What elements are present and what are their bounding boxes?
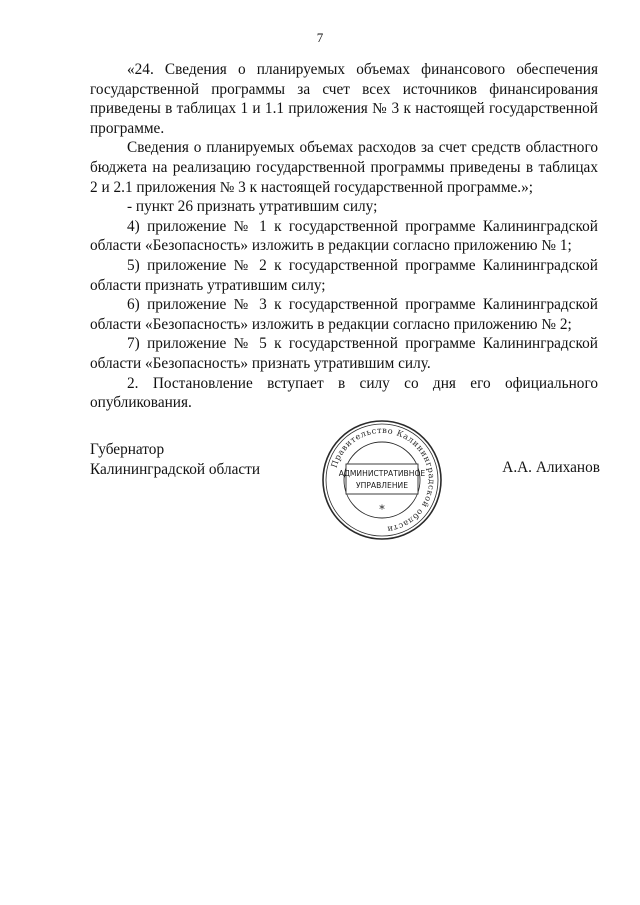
official-seal (320, 418, 444, 542)
paragraph-subitem-6: 6) приложение № 3 к государственной программе Калининградской области «Безопасность» изложить в редакции согласно приложению № 2; (90, 296, 598, 333)
document-body (90, 60, 598, 413)
paragraph-subitem-4: 4) приложение № 1 к государственной программе Калининградской области «Безопасность» изложить в редакции согласно приложению № 1; (90, 217, 598, 255)
paragraph-item-24: «24. Сведения о планируемых объемах финансового обеспечения государственной программы за счет всех источников финансирования приведены в таблицах 1 и 1.1 приложения № 3 к настоящей государственной программе. (90, 61, 598, 137)
signature-block (90, 424, 600, 550)
paragraph-item-26: - пункт 26 признать утратившим силу; (127, 198, 378, 216)
paragraph-subitem-7: 7) приложение № 5 к государственной программе Калининградской области «Безопасность» признать утратившим силу. (90, 335, 598, 372)
paragraph-item-24-cont: Сведения о планируемых объемах расходов за счет средств областного бюджета на реализацию государственной программы приведены в таблицах 2 и 2.1 приложения № 3 к настоящей государственной программе.»; (90, 139, 598, 196)
paragraph-effective-date: 2. Постановление вступает в силу со дня его официального опубликования. (90, 374, 598, 412)
signatory-title-line1: Губернатор (90, 441, 165, 458)
seal-ring-text: Правительство Калининградской области (328, 424, 438, 535)
signatory-title (90, 440, 260, 479)
signatory-title-line2: Калининградской области (90, 460, 261, 478)
seal-star-icon: * (379, 503, 385, 516)
page-number: 7 (316, 30, 324, 45)
paragraph-subitem-5: 5) приложение № 2 к государственной программе Калининградской области признать утратившим силу; (90, 256, 598, 294)
signatory-name: А.А. Алиханов (502, 459, 600, 476)
seal-center-line2: УПРАВЛЕНИЕ (355, 481, 409, 490)
seal-center-line1: АДМИНИСТРАТИВНОЕ (338, 469, 426, 478)
